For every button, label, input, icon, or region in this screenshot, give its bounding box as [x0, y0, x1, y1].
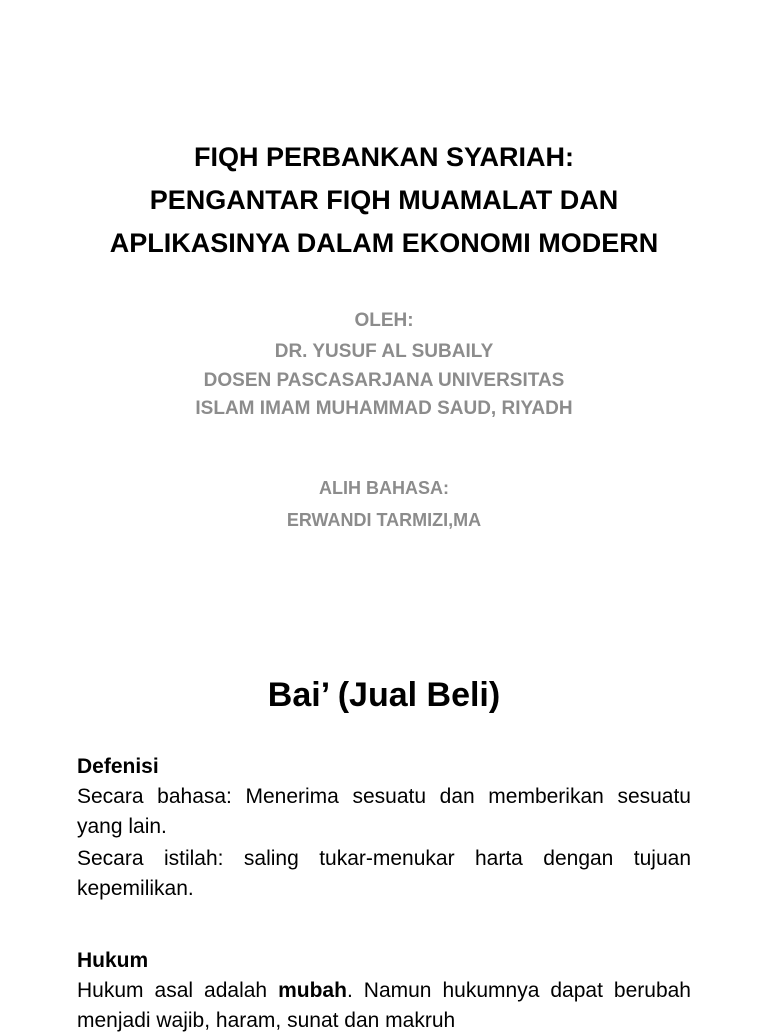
definition-label: Defenisi [77, 755, 159, 778]
author-block [0, 305, 768, 423]
translator-name: ERWANDI TARMIZI,MA [286, 510, 482, 530]
author-name: DR. YUSUF AL SUBAILY [274, 341, 494, 362]
definition-term-text: Secara istilah: saling tukar-menukar harta dengan tujuan kepemilikan. [77, 847, 691, 900]
document-title [0, 136, 768, 265]
author-label: OLEH: [354, 310, 414, 331]
ruling-text [77, 976, 691, 1036]
author-affiliation-line-1: DOSEN PASCASARJANA UNIVERSITAS [203, 370, 565, 391]
definition-language-text: Secara bahasa: Menerima sesuatu dan memberikan sesuatu yang lain. [77, 785, 691, 838]
author-affiliation-line-2: ISLAM IMAM MUHAMMAD SAUD, RIYADH [195, 398, 573, 419]
ruling-prefix: Hukum asal adalah [77, 979, 279, 1002]
translator-label: ALIH BAHASA: [319, 478, 449, 498]
content-slide [0, 600, 768, 1032]
slide-heading: Bai’ (Jual Beli) [267, 676, 501, 714]
ruling-label: Hukum [77, 949, 149, 972]
definition-section [77, 752, 691, 904]
ruling-suffix: . Namun hukumnya dapat berubah menjadi wajib, haram, sunat dan makruh [77, 979, 691, 1032]
ruling-section [77, 946, 691, 1036]
title-line-3: APLIKASINYA DALAM EKONOMI MODERN [109, 228, 659, 258]
translator-block [0, 472, 768, 536]
title-line-2: PENGANTAR FIQH MUAMALAT DAN [149, 185, 619, 215]
ruling-bold-term: mubah [278, 979, 347, 1002]
title-line-1: FIQH PERBANKAN SYARIAH: [193, 142, 575, 172]
